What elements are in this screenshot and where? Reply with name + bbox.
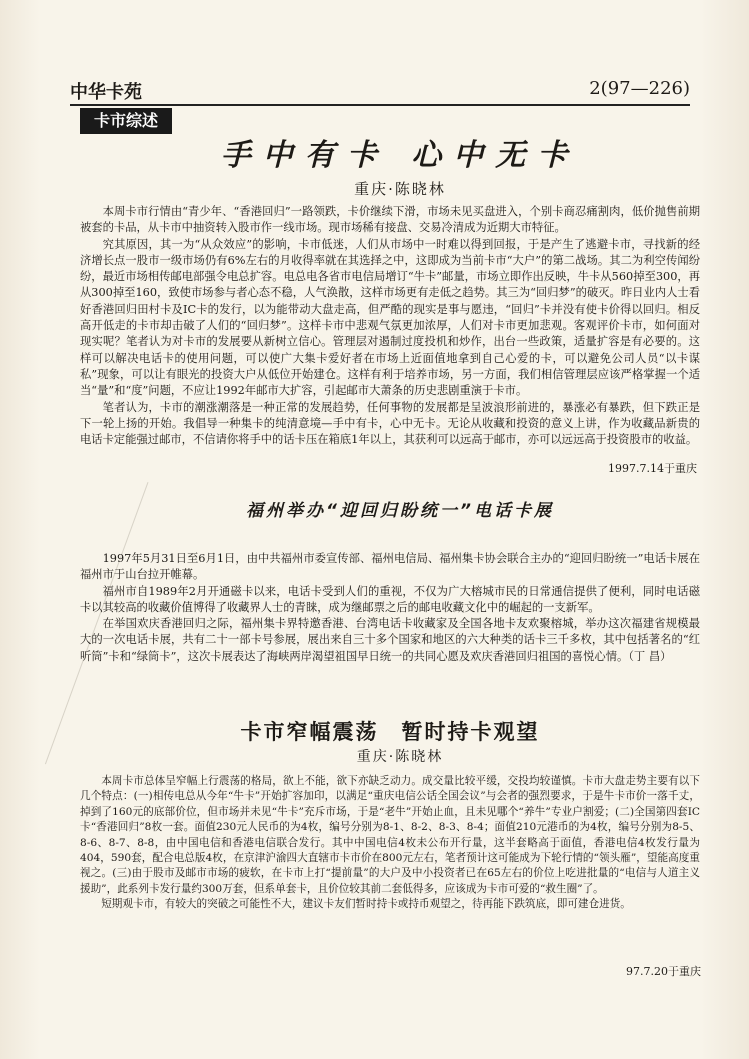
article2-paragraph: 福州市自1989年2月开通磁卡以来，电话卡受到人们的重视，不仅为广大榕城市民的日常通信提供了便利，同时电话磁卡以其较高的收藏价值博得了收藏界人士的青睐，成为继邮票之后的邮电收藏文化中的崛起的一支新军。 bbox=[80, 584, 700, 614]
article1-author: 重庆·陈晓林 bbox=[354, 180, 446, 198]
article2-title: 福州举办“迎回归盼统一”电话卡展 bbox=[246, 501, 554, 521]
article1-paragraph: 究其原因，其一为“从众效应”的影响，卡市低迷，人们从市场中一时难以得到回报，于是产生了逃避卡市，寻找新的经济增长点一股市一级市场仍有6%左右的月收得率就在其选择之中，这即成为当前卡市“大户”的第二战场。其二为利空传闻纷纷，最近市场相传邮电部强令电总扩容。电总电各省市电信局增订“牛卡”邮量，市场立即作出反映，牛卡从560掉至300，再从300掉至160，致使市场参与者心态不稳，人气涣散，这样市场更有走低之趋势。其三为“回归梦”的破灭。昨日业内人士看好香港回归田村卡及IC卡的发行，以为能带动大盘走高，但严酷的现实是事与愿违，“回归”卡并没有使卡价得以回归。相反高开低走的卡市却击破了人们的“回归梦”。这样卡市中悲观气氛更加浓厚，人们对卡市更加悲观。客观评价卡市，如何面对现实呢？笔者认为对卡市的发展要从新树立信心。管理层对遏制过度投机和炒作，出台一些政策，适量扩容是有必要的。这样可以解决电话卡的使用问题，可以使广大集卡爱好者在市场上近面值地拿到自己心爱的卡，可以避免公司人员“以卡谋私”现象，可以让有眼光的投资大户从低位开始建仓。这样有利于培养市场，另一方面，我们相信管理层应该严格掌握一个适当“量”和“度”问题，不应让1992年邮市大扩容，引起邮市大萧条的历史悲剧重演于卡市。 bbox=[80, 237, 700, 398]
article1-title: 手中有卡 心中无卡 bbox=[220, 138, 580, 173]
article1-paragraph: 笔者认为，卡市的潮涨潮落是一种正常的发展趋势，任何事物的发展都是呈波浪形前进的，暴涨必有暴跌，但下跌正是下一轮上扬的开始。我倡导一种集卡的纯清意境—手中有卡，心中无卡。无论从收藏和投资的意义上讲，作为收藏品新贵的电话卡定能强过邮市，不信请你将手中的话卡压在箱底1年以上，其获利可以远高于邮市，亦可以远远高于投资股市的收益。 bbox=[80, 400, 700, 447]
article2-paragraph: 1997年5月31日至6月1日，由中共福州市委宣传部、福州电信局、福州集卡协会联合主办的“迎回归盼统一”电话卡展在福州市于山台拉开帷幕。 bbox=[80, 552, 700, 582]
article3-paragraph: 短期观卡市，有较大的突破之可能性不大，建议卡友们暂时持卡或持币观望之，待再能下跌筑底，即可建仓进货。 bbox=[101, 898, 631, 911]
article3-dateline: 97.7.20于重庆 bbox=[626, 965, 701, 978]
article1-dateline: 1997.7.14于重庆 bbox=[608, 462, 697, 475]
issue-number: 2(97—226) bbox=[589, 78, 690, 99]
article3-author: 重庆·陈晓林 bbox=[356, 749, 444, 765]
page-header bbox=[70, 72, 690, 106]
magazine-brand: 中华卡苑 bbox=[70, 82, 142, 103]
article1-paragraph: 本周卡市行情由“青少年、“香港回归”一路领跌，卡价继续下滑，市场未见买盘进入，个别卡商忍痛割肉，低价抛售前期被套的卡品，从卡市中抽资转入股市作一线市场。现市场稀有接盘、交易冷清成为近期大市特征。 bbox=[80, 205, 700, 235]
article3-paragraph: 本周卡市总体呈窄幅上行震荡的格局，欲上不能，欲下亦缺乏动力。成交量比较平缓，交投均较谨慎。卡市大盘走势主要有以下几个特点：(一)相传电总从今年“牛卡”开始扩容加印，以满足“重庆电信公话全国会议”与会者的强烈要求，于是牛卡市价一落千丈，掉到了160元的底部价位，但市场并未见“牛卡”充斥市场，于是“老牛”开始止血，且未见哪个“养牛”专业户割爱；(二)全国第四套IC卡“香港回归”8枚一套。面值230元人民币的为4枚，编号分别为8-1、8-2、8-3、8-4；面值210元港币的为4枚，编号分别为8-5、8-6、8-7、8-8，由中国电信和香港电信联合发行。其中中国电信4枚未公布开行量，这半套略高于面值，香港电信4枚发行量为404，590套，配合电总版4枚，在京津沪渝四大直辖市卡市价在800元左右，笔者预计这可能成为下轮行情的“领头雁”，望能高度重视之。(三)由于股市及邮市市场的疲软，在卡市上打“提前量”的大户及中小投资者已在65左右的价位上吃进批量的“电信与人道主义援助”，此系列卡发行量约300万套，但系单套卡，且价位较其前二套低得多，应该成为卡市可爱的“救生圈”了。 bbox=[80, 775, 700, 895]
section-tag: 卡市综述 bbox=[80, 108, 172, 134]
article3-body bbox=[80, 774, 700, 913]
article2-paragraph: 在举国欢庆香港回归之际，福州集卡界特邀香港、台湾电话卡收藏家及全国各地卡友欢聚榕城，举办这次福建省规模最大的一次电话卡展，共有二十一部卡号参展，展出来自三十多个国家和地区的六大种类的话卡三千多枚，其中包括著名的“红听筒”卡和“绿筒卡”，这次卡展表达了海峡两岸渴望祖国早日统一的共同心愿及欢庆香港回归祖国的喜悦心情。（丁 昌） bbox=[80, 617, 700, 663]
article1-body bbox=[80, 204, 700, 448]
article2-body bbox=[80, 551, 700, 665]
article3-title: 卡市窄幅震荡 暂时持卡观望 bbox=[240, 719, 540, 744]
